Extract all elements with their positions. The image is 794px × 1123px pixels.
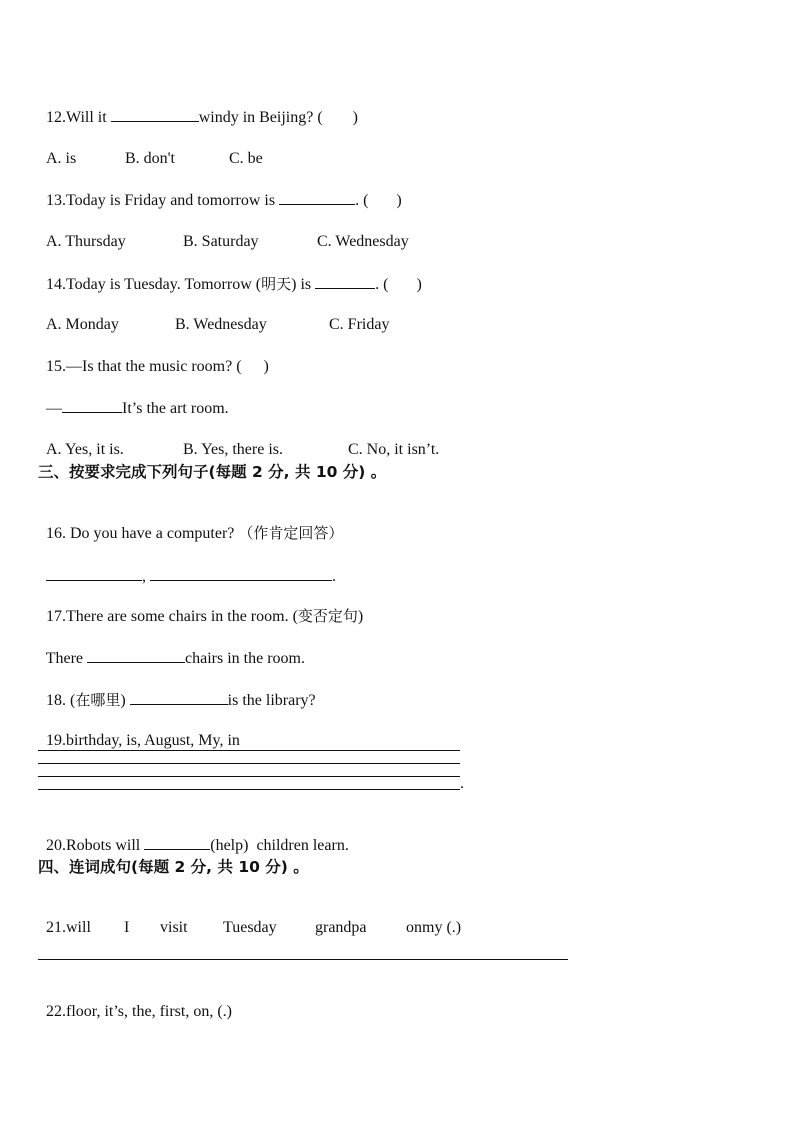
paren-close: ) (263, 358, 269, 375)
question-13 (38, 170, 402, 211)
answer-line-2[interactable] (38, 763, 460, 764)
question-number: 16. (46, 525, 70, 542)
question-number: 20. (46, 837, 66, 854)
answer-line[interactable] (38, 959, 568, 960)
question-22 (38, 982, 232, 1022)
question-text: floor, it’s, the, first, on, (.) (66, 1003, 232, 1020)
question-text-pre: Today is Friday and tomorrow is (66, 192, 280, 209)
question-instruction: 变否定句 (297, 607, 358, 625)
answer-blank[interactable] (315, 274, 375, 289)
question-text-pre: Will it (66, 109, 111, 126)
word-2: I (124, 919, 130, 936)
options-12 (38, 129, 263, 169)
question-18 (38, 670, 316, 711)
paren-open: ( (70, 692, 76, 709)
answer-blank[interactable] (144, 835, 210, 850)
answer-blank[interactable] (130, 690, 228, 705)
option-c[interactable]: C. be (229, 150, 263, 167)
question-number: 12. (46, 109, 66, 126)
answer-text: It’s the art room. (122, 400, 229, 417)
option-a[interactable]: A. is (46, 150, 77, 167)
question-19 (38, 711, 240, 751)
question-number: 22. (46, 1003, 66, 1020)
question-number: 13. (46, 192, 66, 209)
options-13 (38, 212, 409, 252)
question-text: There are some chairs in the room. ( (66, 608, 298, 625)
question-number: 15. (46, 358, 66, 375)
question-text-pre: Robots will (66, 837, 145, 854)
question-text-post: is the library? (227, 692, 316, 709)
word-1: will (66, 919, 91, 936)
question-number: 19. (46, 732, 66, 749)
answer-blank[interactable] (111, 107, 199, 122)
word-5: grandpa (315, 919, 367, 936)
options-14 (38, 295, 389, 335)
question-21 (38, 898, 461, 938)
answer-blank[interactable] (279, 190, 355, 205)
question-12 (38, 87, 358, 128)
option-b[interactable]: B. Saturday (183, 233, 259, 250)
question-text: Do you have a computer? (70, 525, 239, 542)
paren-close: ) (396, 192, 402, 209)
question-number: 17. (46, 608, 66, 625)
answer-period: . (460, 775, 464, 792)
question-number: 14. (46, 276, 66, 293)
question-text-post: . ( (375, 276, 389, 293)
options-15 (38, 420, 439, 460)
question-number: 18. (46, 692, 70, 709)
paren-close: ) (416, 276, 422, 293)
question-15 (38, 337, 269, 377)
paren-close: ) (352, 109, 358, 126)
question-instruction: （作肯定回答） (238, 524, 344, 542)
question-20 (38, 815, 349, 856)
question-14 (38, 254, 422, 295)
option-c[interactable]: C. No, it isn’t. (348, 441, 440, 458)
option-b[interactable]: B. Yes, there is. (183, 441, 284, 458)
question-text-pre: Today is Tuesday. Tomorrow ( (66, 276, 262, 293)
option-c[interactable]: C. Friday (329, 316, 390, 333)
paren-close: ) (120, 692, 130, 709)
word-4: Tuesday (223, 919, 277, 936)
option-a[interactable]: A. Yes, it is. (46, 441, 124, 458)
question-16 (38, 503, 343, 544)
period: . (332, 568, 336, 585)
answer-line-1[interactable] (38, 750, 460, 751)
option-c[interactable]: C. Wednesday (317, 233, 409, 250)
question-16-answer (38, 546, 336, 587)
question-text-post: . ( (355, 192, 369, 209)
option-a[interactable]: A. Thursday (46, 233, 126, 250)
word-6: onmy (.) (406, 919, 462, 936)
question-text: —Is that the music room? ( (66, 358, 242, 375)
answer-blank-2[interactable] (150, 566, 332, 581)
answer-blank[interactable] (87, 648, 185, 663)
question-text-mid: ) is (291, 276, 316, 293)
paren-close: ) (357, 608, 364, 625)
answer-post: chairs in the room. (185, 650, 305, 667)
question-15-answer (38, 378, 229, 419)
question-text-post: (help) children learn. (210, 837, 349, 854)
separator: , (142, 568, 150, 585)
question-text-cjk: 明天 (261, 275, 292, 293)
option-b[interactable]: B. Wednesday (175, 316, 267, 333)
answer-blank[interactable] (62, 398, 122, 413)
answer-line-4[interactable] (38, 789, 460, 790)
section-4-heading: 四、连词成句(每题 2 分, 共 10 分) 。 (38, 858, 309, 876)
question-17-answer (38, 628, 305, 669)
answer-line-3[interactable] (38, 776, 460, 777)
dash: — (46, 400, 62, 417)
option-b[interactable]: B. don't (125, 150, 175, 167)
question-number: 21. (46, 919, 66, 936)
question-text: birthday, is, August, My, in (66, 732, 240, 749)
answer-blank-1[interactable] (46, 566, 142, 581)
question-17 (38, 586, 363, 627)
word-3: visit (160, 919, 188, 936)
question-hint: 在哪里 (75, 691, 121, 709)
option-a[interactable]: A. Monday (46, 316, 119, 333)
answer-pre: There (45, 650, 88, 667)
question-text-post: windy in Beijing? ( (198, 109, 323, 126)
section-3-heading: 三、按要求完成下列句子(每题 2 分, 共 10 分) 。 (38, 463, 387, 481)
